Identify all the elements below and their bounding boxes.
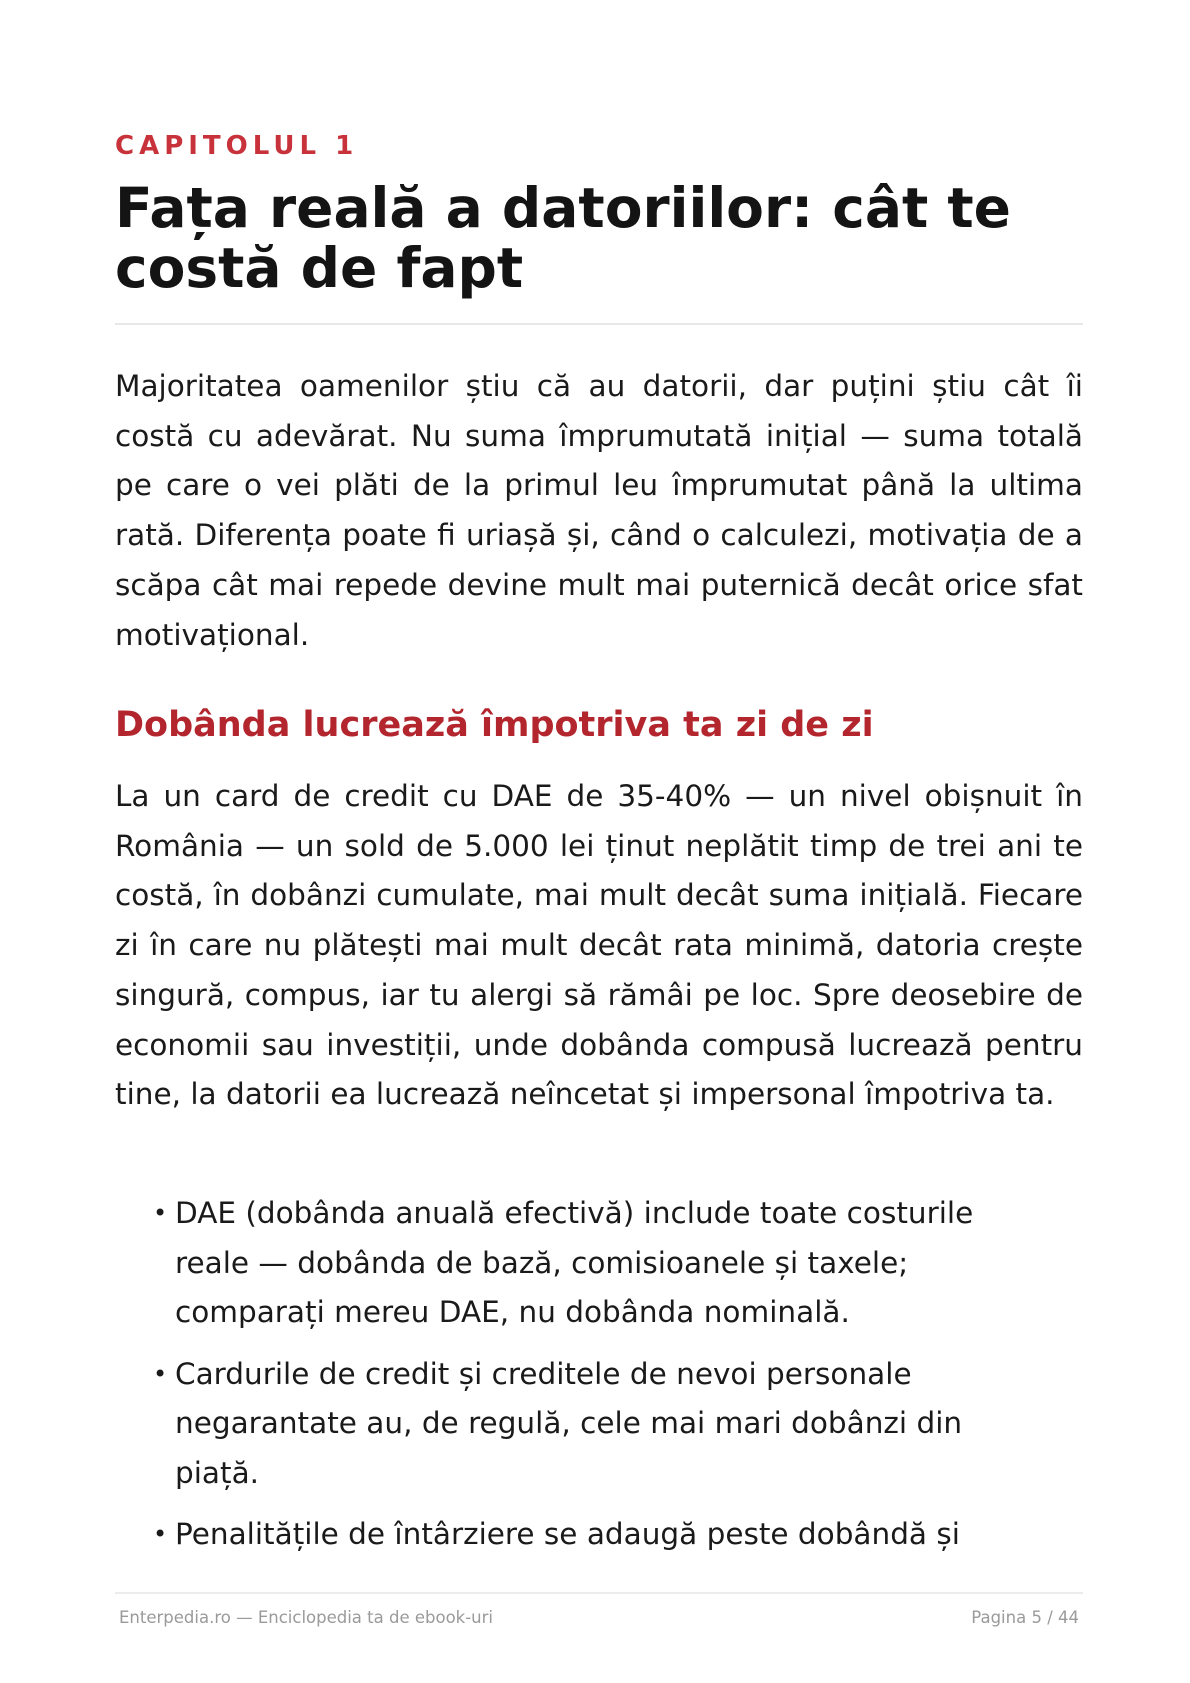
- bullet-item: [115, 1350, 1025, 1499]
- document-page: [115, 0, 1083, 1683]
- chapter-label: CAPITOLUL 1: [115, 131, 359, 161]
- section-heading: Dobânda lucrează împotriva ta zi de zi: [115, 705, 874, 745]
- footer-divider: [115, 1592, 1083, 1594]
- bullet-item: [115, 1510, 1025, 1560]
- intro-paragraph: Majoritatea oamenilor știu că au datorii, dar puțini știu cât îi costă cu adevărat. Nu suma împrumutată inițial — suma totală pe care o vei plăti de la primul leu împrumutat până la ultima rată. Diferența poate fi uriașă și, când o calculezi, motivația de a scăpa cât mai repede devine mult mai puternică decât orice sfat motivațional.: [115, 369, 1083, 652]
- section-paragraph: La un card de credit cu DAE de 35-40% — un nivel obișnuit în România — un sold de 5.000 lei ținut neplătit timp de trei ani te costă, în dobânzi cumulate, mai mult decât suma inițială. Fiecare zi în care nu plătești mai mult decât rata minimă, datoria crește singură, compus, iar tu alergi să rămâi pe loc. Spre deosebire de economii sau investiții, unde dobânda compusă lucrează pentru tine, la datorii ea lucrează neîncetat și impersonal împotriva ta.: [115, 779, 1083, 1112]
- bullet-marker: •: [153, 1520, 168, 1548]
- bullet-marker: •: [153, 1359, 168, 1388]
- bullet-item: [115, 1189, 1025, 1338]
- bullet-list: [115, 1189, 1083, 1572]
- footer-page-number: Pagina 5 / 44: [971, 1608, 1079, 1627]
- title-divider: [115, 323, 1083, 325]
- bullet-text: Penalitățile de întârziere se adaugă peste dobândă și: [175, 1517, 960, 1551]
- chapter-title: Fața reală a datoriilor: cât te costă de fapt: [115, 176, 1011, 300]
- bullet-marker: •: [153, 1199, 168, 1227]
- bullet-text: Cardurile de credit și creditele de nevoi personale negarantate au, de regulă, cele mai mari dobânzi din piață.: [175, 1356, 963, 1490]
- footer-site-name: Enterpedia.ro — Enciclopedia ta de ebook-uri: [119, 1608, 494, 1627]
- bullet-text: DAE (dobânda anuală efectivă) include toate costurile reale — dobânda de bază, comisioanele și taxele; comparați mereu DAE, nu dobânda nominală.: [175, 1196, 974, 1329]
